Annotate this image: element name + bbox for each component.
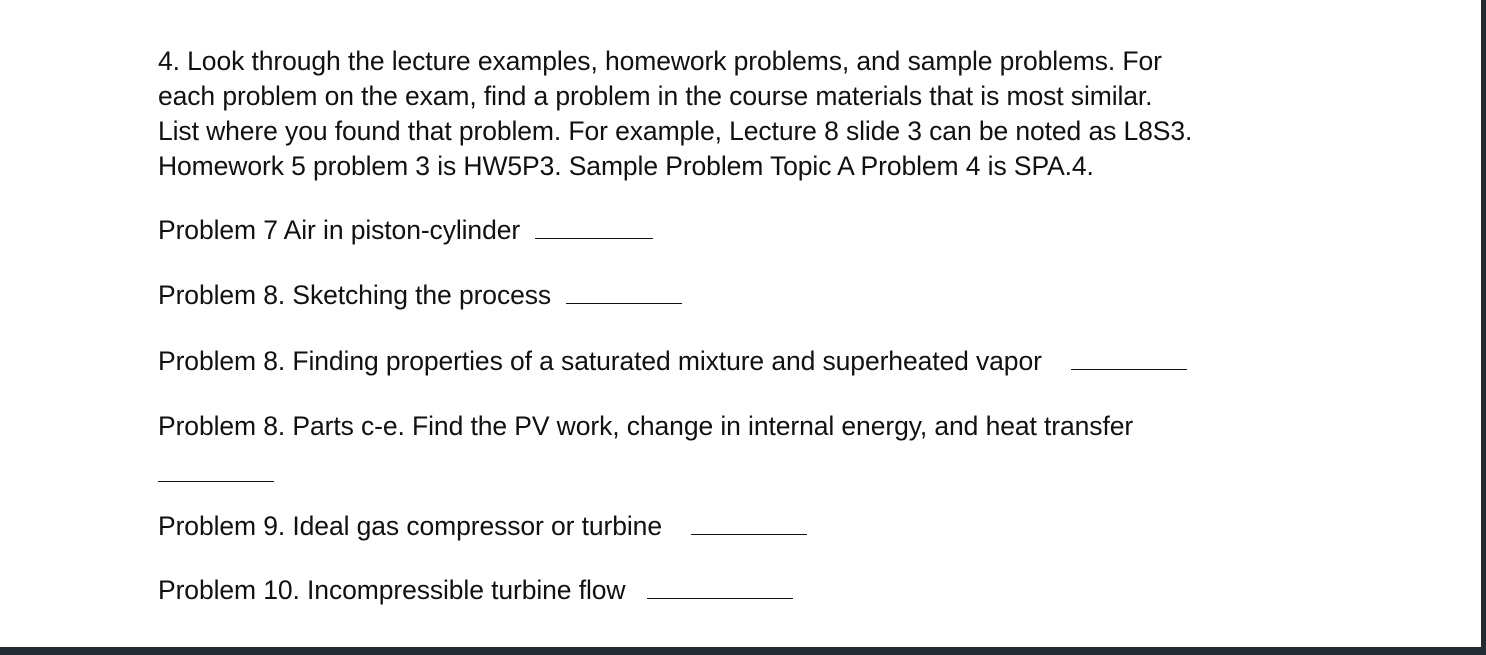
problem-label: Problem 7 Air in piston-cylinder (158, 215, 521, 245)
problem-label: Problem 9. Ideal gas compressor or turbine (158, 511, 662, 541)
problem-item (158, 345, 1187, 377)
viewer-edge-right (1481, 0, 1486, 655)
problem-label: Problem 8. Sketching the process (158, 280, 552, 310)
answer-blank[interactable] (566, 281, 682, 304)
answer-blank[interactable] (1071, 347, 1187, 370)
problem-label: Problem 8. Parts c-e. Find the PV work, change in internal energy, and heat transfer (158, 411, 1134, 441)
question-line: List where you found that problem. For example, Lecture 8 slide 3 can be noted as L8S3. (158, 116, 1193, 146)
question-line: 4. Look through the lecture examples, homework problems, and sample problems. For (158, 46, 1162, 76)
problem-item-answer-line (158, 457, 274, 489)
problem-label: Problem 8. Finding properties of a saturated mixture and superheated vapor (158, 346, 1042, 376)
problem-item (158, 410, 1133, 442)
answer-blank[interactable] (691, 512, 807, 535)
question-paragraph (158, 44, 1418, 184)
problem-item (158, 574, 793, 606)
viewer-edge-bottom (0, 647, 1486, 655)
answer-blank[interactable] (158, 459, 274, 482)
question-line: Homework 5 problem 3 is HW5P3. Sample Problem Topic A Problem 4 is SPA.4. (158, 151, 1094, 181)
problem-label: Problem 10. Incompressible turbine flow (158, 575, 626, 605)
worksheet-content (158, 44, 1418, 605)
problem-item (158, 214, 653, 246)
problem-item (158, 510, 807, 542)
question-line: each problem on the exam, find a problem in the course materials that is most similar. (158, 81, 1153, 111)
answer-blank[interactable] (535, 216, 653, 239)
problem-item (158, 279, 682, 311)
answer-blank[interactable] (647, 576, 793, 599)
